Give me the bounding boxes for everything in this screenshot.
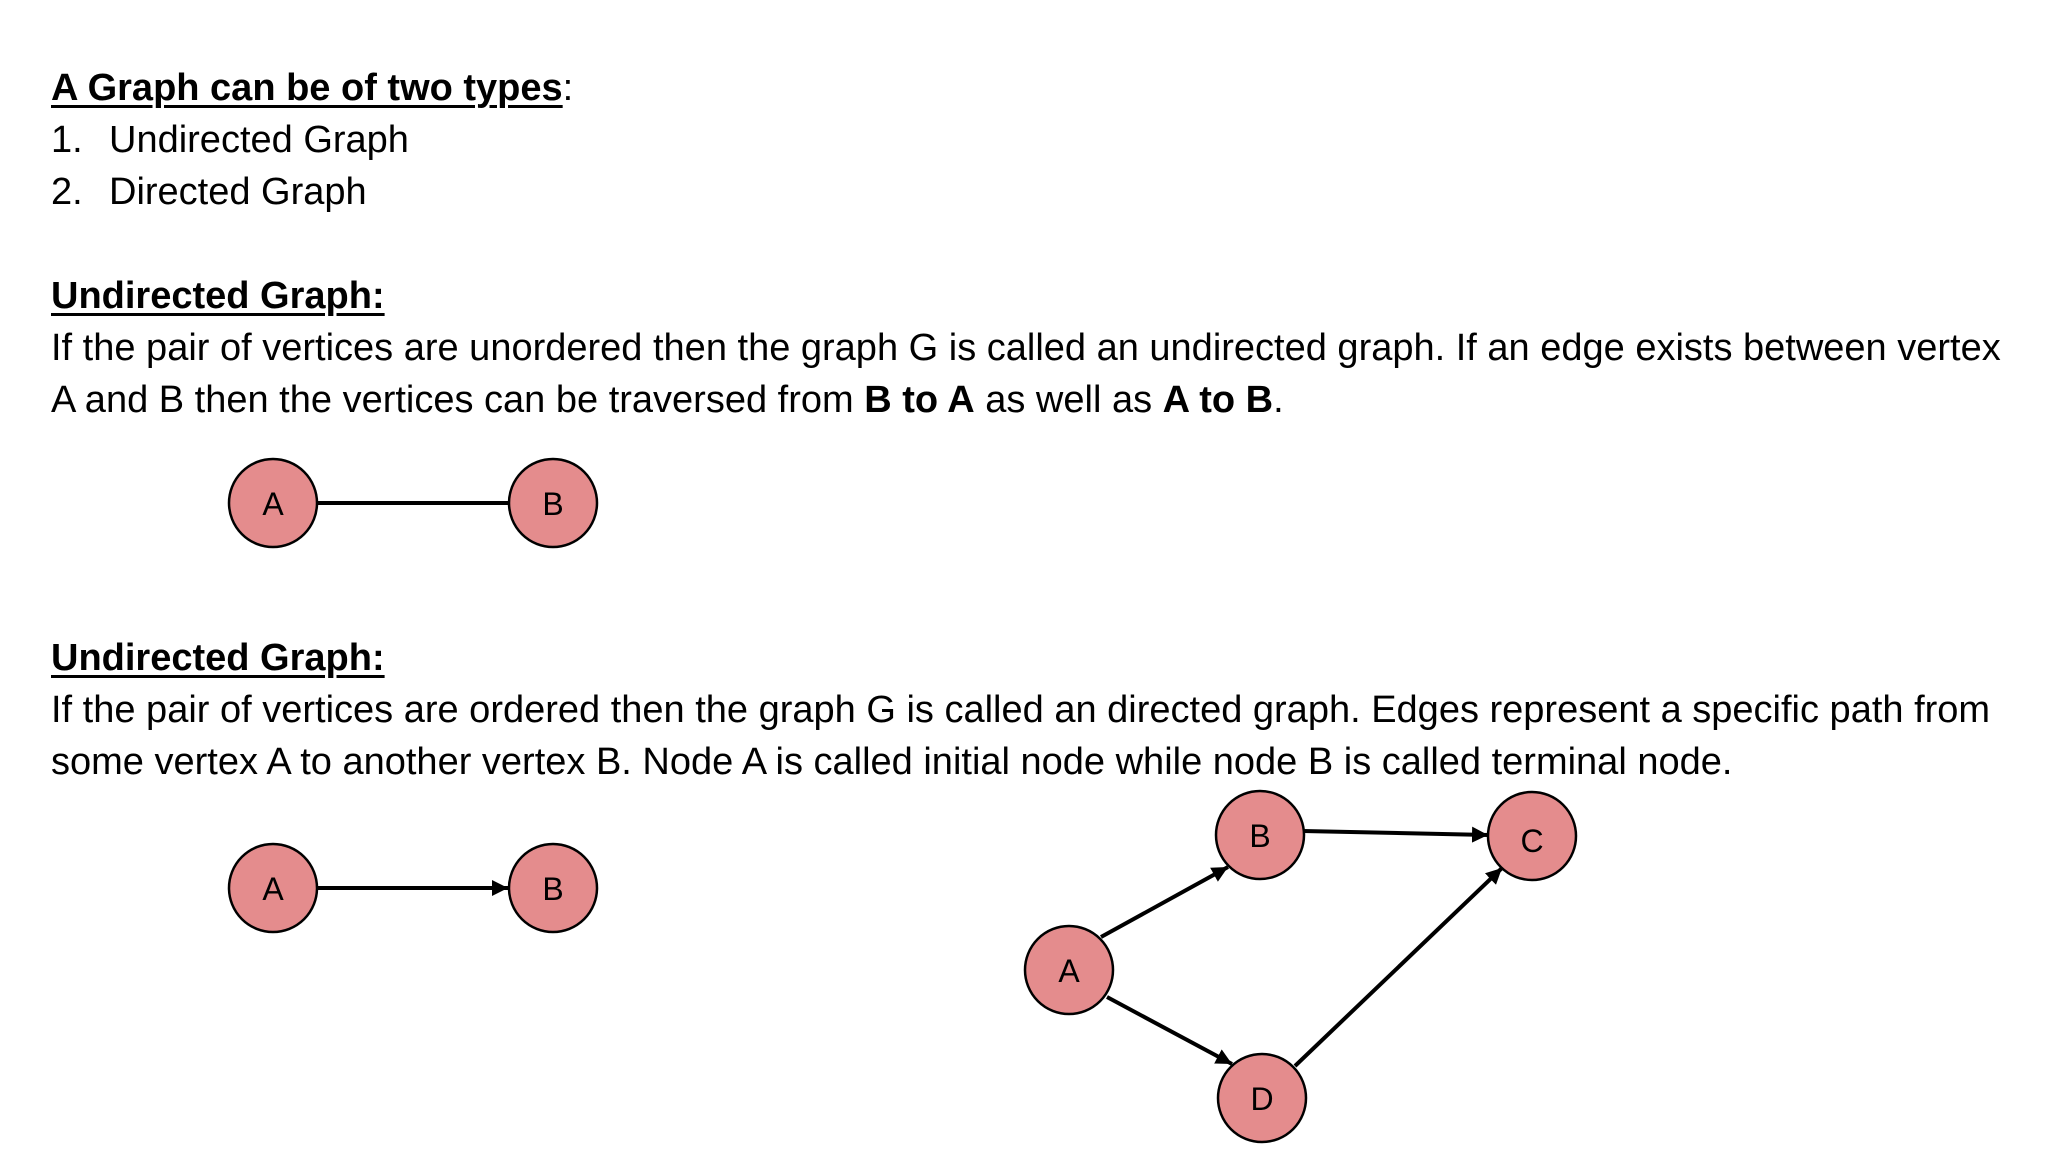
undirected-bold-2: A to B	[1162, 379, 1274, 421]
edge-a-d-arrow	[1107, 997, 1232, 1064]
node-label: B	[542, 871, 564, 907]
undirected-text-3: .	[1273, 379, 1284, 421]
node-a	[1025, 926, 1113, 1014]
node-d	[1218, 1054, 1306, 1142]
list-item-label: Directed Graph	[109, 171, 367, 213]
intro-heading-suffix: :	[562, 67, 574, 109]
undirected-heading: Undirected Graph:	[51, 275, 385, 317]
node-b	[509, 844, 597, 932]
node-b	[1216, 791, 1304, 879]
undirected-text-1: If the pair of vertices are unordered then the graph G is called an undirected graph. If an edge exists between vertex A and B then the vertices can be traversed from	[51, 327, 2001, 421]
edge-b-c-arrow	[1303, 831, 1488, 835]
node-c	[1488, 792, 1576, 880]
list-item-number: 1.	[51, 119, 83, 161]
undirected-bold-1: B to A	[864, 379, 975, 421]
node-a	[229, 459, 317, 547]
node-a	[229, 844, 317, 932]
directed-graph-diagram	[1025, 791, 1576, 1142]
edge-a-b-arrow	[1101, 867, 1228, 937]
node-label: A	[262, 486, 284, 522]
directed-pair-diagram	[229, 844, 597, 932]
node-label: A	[1058, 953, 1080, 989]
intro-heading: A Graph can be of two types	[51, 67, 563, 109]
directed-description: If the pair of vertices are ordered then the graph G is called an directed graph. Edges represent a specific path from some vertex A to another vertex B. Node A is called initial node while node B is called terminal node.	[51, 689, 1991, 783]
undirected-pair-diagram	[229, 459, 597, 547]
node-label: B	[542, 486, 564, 522]
node-b	[509, 459, 597, 547]
undirected-text-2: as well as	[974, 379, 1163, 421]
node-label: B	[1249, 818, 1271, 854]
node-label: D	[1250, 1081, 1274, 1117]
list-item-number: 2.	[51, 171, 83, 213]
node-label: A	[262, 871, 284, 907]
list-item-label: Undirected Graph	[109, 119, 409, 161]
edge-d-c-arrow	[1295, 868, 1502, 1066]
directed-heading: Undirected Graph:	[51, 637, 385, 679]
node-label: C	[1520, 823, 1544, 859]
